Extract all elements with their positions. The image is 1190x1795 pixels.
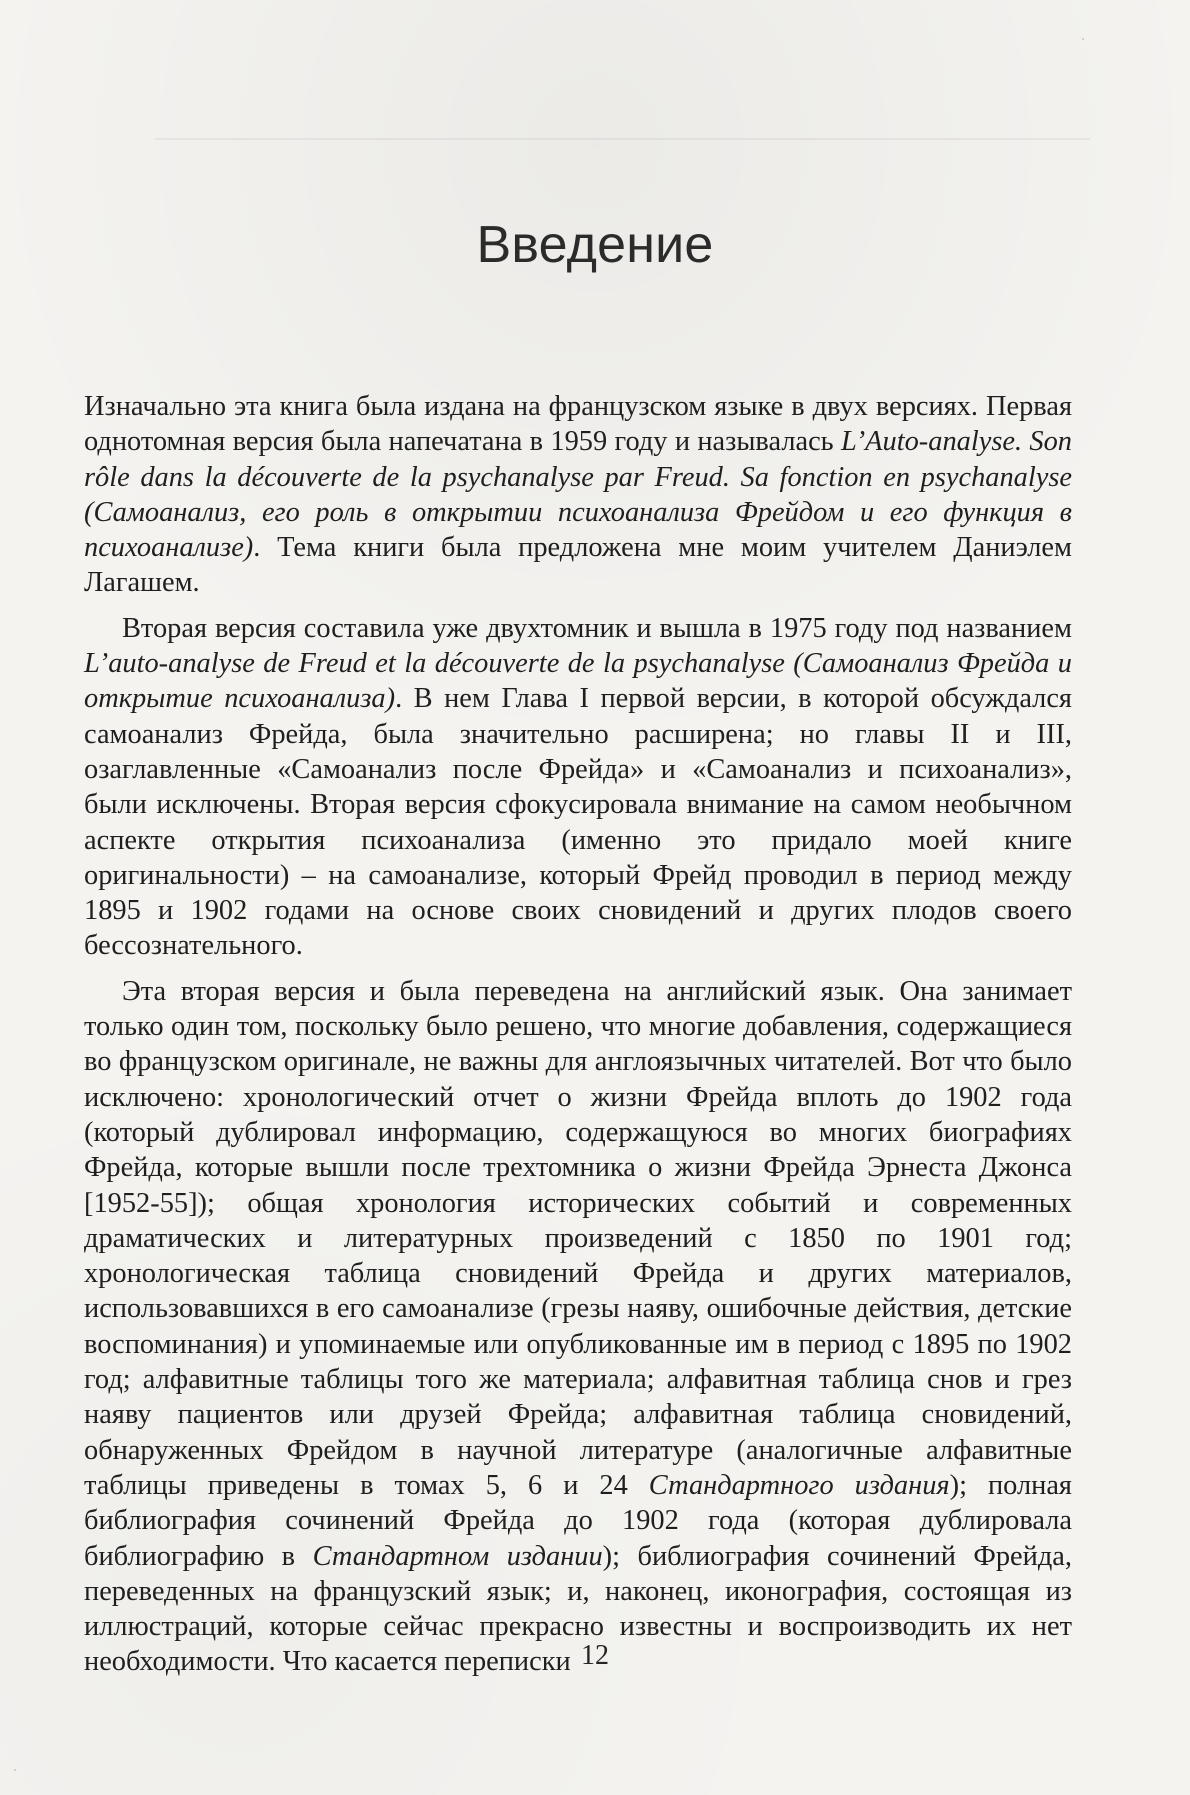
paragraph-3-segment-5: ); библиография сочинений Фрейда, переведенных на французский язык; и, наконец, иконография, состоящая из иллюстраций, которые сейчас прекрасно известны и воспроизводить их нет необходимости. Что касается переписки bbox=[84, 1540, 1072, 1678]
paragraph-3-segment-1: Эта вторая версия и была переведена на английский язык. Она занимает только один том, поскольку было решено, что многие добавления, содержащиеся во французском оригинале, не важны для англоязычных читателей. Вот что было исключено: хронологический отчет о жизни Фрейда вплоть до 1902 года (который дублировал информацию, содержащуюся во многих биографиях Фрейда, которые вышли после трехтомника о жизни Фрейда Эрнеста Джонса [1952-55]); общая хронология исторических событий и современных драматических и литературных произведений с 1850 по 1901 год; хронологическая таблица сновидений Фрейда и других материалов, использовавшихся в его самоанализе (грезы наяву, ошибочные действия, детские воспоминания) и упоминаемые или опубликованные им в период с 1895 по 1902 год; алфавитные таблицы того же материала; алфавитная таблица снов и грез наяву пациентов или друзей Фрейда; алфавитная таблица сновидений, обнаруженных Фрейдом в научной литературе (аналогичные алфавитные таблицы приведены в томах 5, 6 и 24 bbox=[84, 975, 1072, 1501]
page-title: Введение bbox=[476, 215, 714, 274]
bleed-through-rule bbox=[155, 138, 1090, 140]
paragraph-2 bbox=[84, 611, 1072, 964]
scan-speck bbox=[1082, 38, 1084, 40]
page-number: 12 bbox=[581, 1640, 609, 1671]
paragraph-3-italic-standard-edition-locative: Стандартном издании bbox=[312, 1540, 603, 1572]
paragraph-1-segment-3: . Тема книги была предложена мне моим учителем Даниэлем Лагашем. bbox=[84, 532, 1072, 599]
paragraph-2-italic-title: L’auto-analyse de Freud et la découverte de la psychanalyse (Самоанализ Фрейда и открытие психоанализа) bbox=[84, 648, 1072, 715]
paragraph-1-italic-title: L’Auto-analyse. Son rôle dans la découverte de la psychanalyse par Freud. Sa fonction en psychanalyse (Самоанализ, его роль в открытии психоанализа Фрейдом и его функция в психоанализе) bbox=[84, 426, 1072, 564]
body-text bbox=[84, 389, 1072, 1680]
scan-speck bbox=[14, 1769, 16, 1771]
paragraph-2-segment-1: Вторая версия составила уже двухтомник и вышла в 1975 году под названием bbox=[122, 612, 1072, 644]
paragraph-3-italic-standard-edition: Стандартного издания bbox=[648, 1469, 950, 1501]
paragraph-1-segment-1: Изначально эта книга была издана на французском языке в двух версиях. Первая однотомная версия была напечатана в 1959 году и называлась bbox=[84, 391, 1072, 458]
paragraph-3-segment-3: ); полная библиография сочинений Фрейда до 1902 года (которая дублировала библиографию в bbox=[84, 1469, 1072, 1572]
paragraph-2-segment-3: . В нем Глава I первой версии, в которой обсуждался самоанализ Фрейда, была значительно расширена; но главы II и III, озаглавленные «Самоанализ после Фрейда» и «Самоанализ и психоанализ», были исключены. Вторая версия сфокусировала внимание на самом необычном аспекте открытия психоанализа (именно это придало моей книге оригинальности) – на самоанализе, который Фрейд проводил в период между 1895 и 1902 годами на основе своих сновидений и других плодов своего бессознательного. bbox=[84, 683, 1072, 962]
paragraph-3 bbox=[84, 974, 1072, 1680]
paragraph-1 bbox=[84, 389, 1072, 601]
